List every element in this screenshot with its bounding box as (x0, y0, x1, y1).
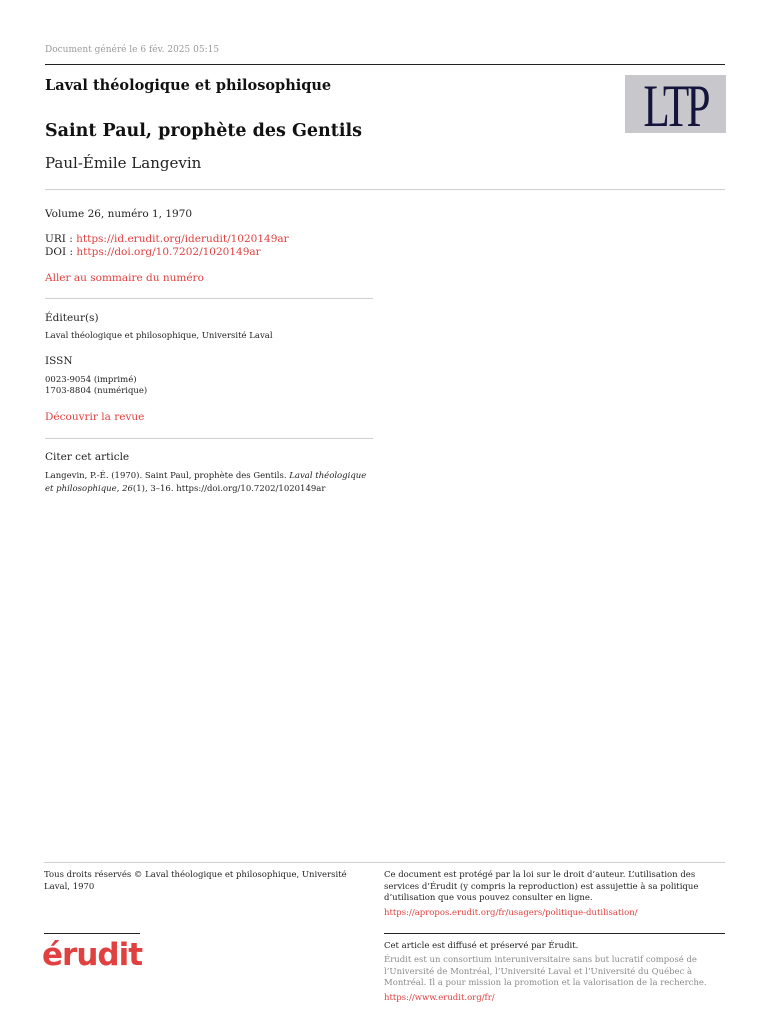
erudit-logo[interactable]: érudit (42, 937, 143, 973)
article-title: Saint Paul, prophète des Gentils (45, 121, 362, 141)
article-author: Paul-Émile Langevin (45, 154, 202, 172)
logo-text: LTP (643, 75, 708, 133)
top-divider (45, 64, 725, 65)
policy-link[interactable]: https://apropos.erudit.org/fr/usagers/politique-dutilisation/ (384, 907, 638, 918)
rights-notice: Tous droits réservés © Laval théologique et philosophique, Université Laval, 1970 (44, 870, 347, 892)
toc-link[interactable]: Aller au sommaire du numéro (45, 272, 204, 284)
erudit-site-link[interactable]: https://www.erudit.org/fr/ (384, 993, 495, 1003)
uri-link[interactable]: https://id.erudit.org/iderudit/1020149ar (76, 233, 289, 245)
discover-journal-link[interactable]: Découvrir la revue (45, 411, 145, 423)
header-divider (45, 189, 725, 190)
legal-notice (384, 870, 714, 919)
publisher-heading: Éditeur(s) (45, 312, 99, 324)
footer-divider (44, 862, 725, 863)
doi-line (45, 246, 261, 258)
legal-text: Ce document est protégé par la loi sur le droit d’auteur. L’utilisation des services d’Érudit (y compris la reproduction) est assujettie à sa politique d’utilisation que vous pouvez consulter en ligne. (384, 870, 699, 903)
generation-date: Document généré le 6 fév. 2025 05:15 (45, 45, 220, 55)
issn-digital: 1703-8804 (numérique) (45, 386, 148, 396)
citation-volume: 26 (122, 483, 133, 494)
doi-link[interactable]: https://doi.org/10.7202/1020149ar (76, 246, 261, 258)
journal-name: Laval théologique et philosophique (45, 77, 332, 94)
citation-sep: , (116, 483, 123, 494)
footer-right-divider (384, 933, 725, 934)
diffusion-notice: Cet article est diffusé et préservé par Érudit. (384, 941, 579, 951)
citation-journal: Laval théologique et philosophique (45, 471, 367, 494)
doi-label: DOI : (45, 246, 77, 258)
citation-prefix: Langevin, P.-É. (1970). Saint Paul, prophète des Gentils. (45, 471, 290, 481)
uri-label: URI : (45, 233, 77, 245)
footer-left-divider (44, 933, 140, 934)
issn-heading: ISSN (45, 355, 73, 367)
ltp-logo[interactable] (625, 75, 726, 133)
divider-2 (45, 438, 373, 439)
citation-text (45, 470, 375, 495)
consortium-text: Érudit est un consortium interuniversitaire sans but lucratif composé de l’Université de Montréal, l’Université Laval et l’Université du Québec à Montréal. Il a pour mission la promotion et la valorisation de la recherche. (384, 955, 707, 988)
citation-suffix: (1), 3–16. https://doi.org/10.7202/1020149ar (132, 483, 326, 494)
cite-heading: Citer cet article (45, 451, 130, 463)
publisher-value: Laval théologique et philosophique, Université Laval (45, 331, 273, 341)
issn-print: 0023-9054 (imprimé) (45, 375, 137, 385)
divider-1 (45, 298, 373, 299)
volume-info: Volume 26, numéro 1, 1970 (45, 208, 193, 220)
uri-line (45, 233, 289, 245)
